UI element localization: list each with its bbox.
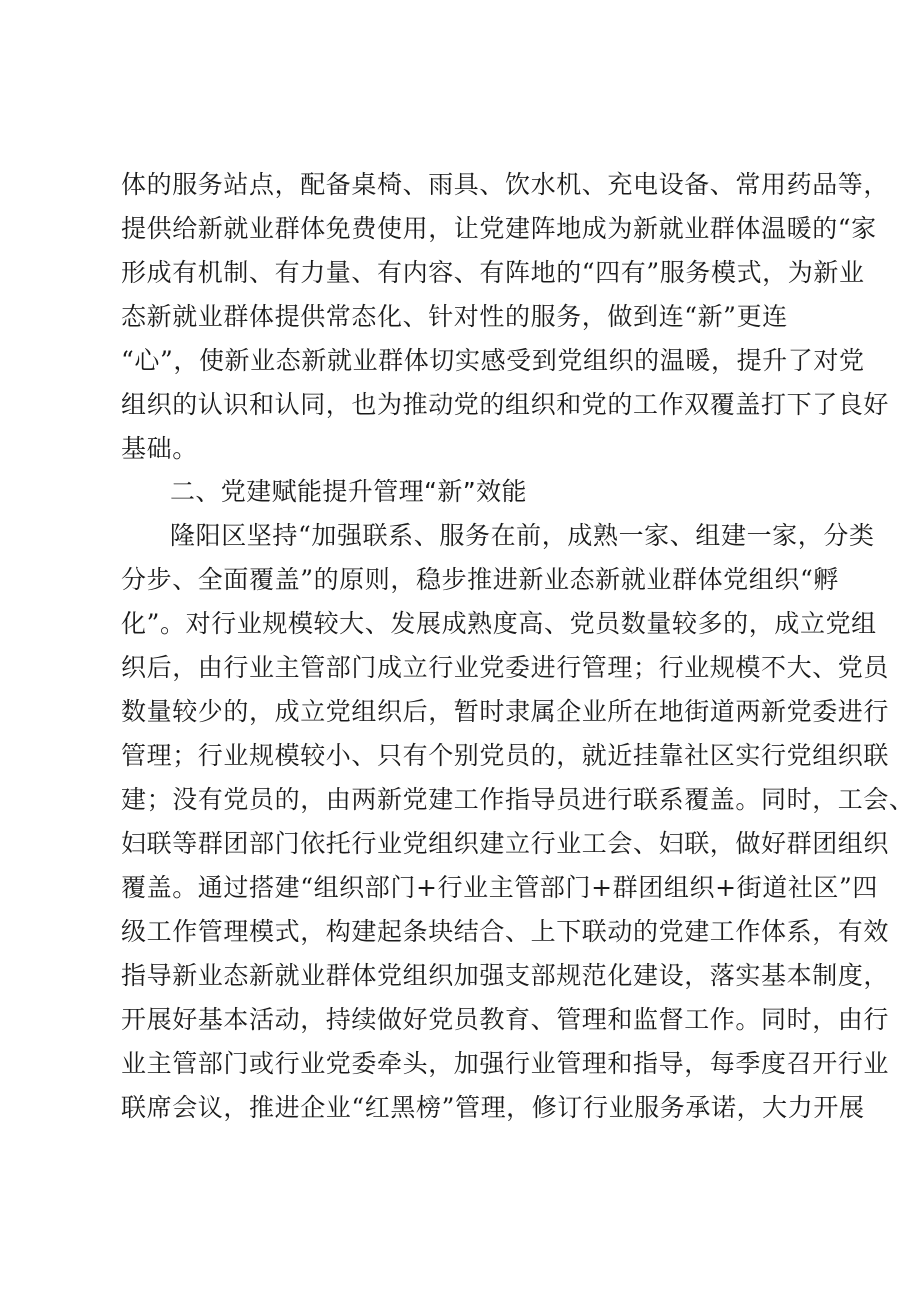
paragraph-2-line-4: 织后，由行业主管部门成立行业党委进行管理；行业规模不大、党员 <box>121 653 890 682</box>
paragraph-2-line-12: 开展好基本活动，持续做好党员教育、管理和监督工作。同时，由行 <box>121 1005 890 1034</box>
paragraph-2-line-3: 化”。对行业规模较大、发展成熟度高、党员数量较多的，成立党组 <box>121 609 877 638</box>
paragraph-1-line-2: 提供给新就业群体免费使用，让党建阵地成为新就业群体温暖的“家 <box>121 214 877 243</box>
paragraph-2-line-11: 指导新业态新就业群体党组织加强支部规范化建设，落实基本制度， <box>121 961 890 990</box>
paragraph-1-line-3: 形成有机制、有力量、有内容、有阵地的“四有”服务模式，为新业 <box>121 258 865 287</box>
paragraph-2-line-10: 级工作管理模式，构建起条块结合、上下联动的党建工作体系，有效 <box>121 917 890 946</box>
section-heading: 二、党建赋能提升管理“新”效能 <box>170 477 527 506</box>
paragraph-2-line-6: 管理；行业规模较小、只有个别党员的，就近挂靠社区实行党组织联 <box>121 741 890 770</box>
paragraph-1-line-7: 基础。 <box>121 434 198 463</box>
paragraph-2-line-14: 联席会议，推进企业“红黑榜”管理，修订行业服务承诺，大力开展 <box>121 1093 865 1122</box>
paragraph-1-line-1: 体的服务站点，配备桌椅、雨具、饮水机、充电设备、常用药品等， <box>121 170 890 199</box>
paragraph-2-line-13: 业主管部门或行业党委牵头，加强行业管理和指导，每季度召开行业 <box>121 1049 890 1078</box>
paragraph-1-line-4: 态新就业群体提供常态化、针对性的服务，做到连“新”更连 <box>121 302 788 331</box>
paragraph-2-line-9: 覆盖。通过搭建“组织部门+行业主管部门+群团组织+街道社区”四 <box>121 873 879 902</box>
paragraph-2-line-2: 分步、全面覆盖”的原则，稳步推进新业态新就业群体党组织“孵 <box>121 565 839 594</box>
paragraph-1-line-5: “心”，使新业态新就业群体切实感受到党组织的温暖，提升了对党 <box>121 346 865 375</box>
paragraph-2-line-7: 建；没有党员的，由两新党建工作指导员进行联系覆盖。同时，工会、 <box>121 785 915 814</box>
paragraph-2-line-1: 隆阳区坚持“加强联系、服务在前，成熟一家、组建一家，分类 <box>170 521 875 550</box>
paragraph-2-line-5: 数量较少的，成立党组织后，暂时隶属企业所在地街道两新党委进行 <box>121 697 890 726</box>
paragraph-1-line-6: 组织的认识和认同，也为推动党的组织和党的工作双覆盖打下了良好 <box>121 390 890 419</box>
paragraph-2-line-8: 妇联等群团部门依托行业党组织建立行业工会、妇联，做好群团组织 <box>121 829 890 858</box>
